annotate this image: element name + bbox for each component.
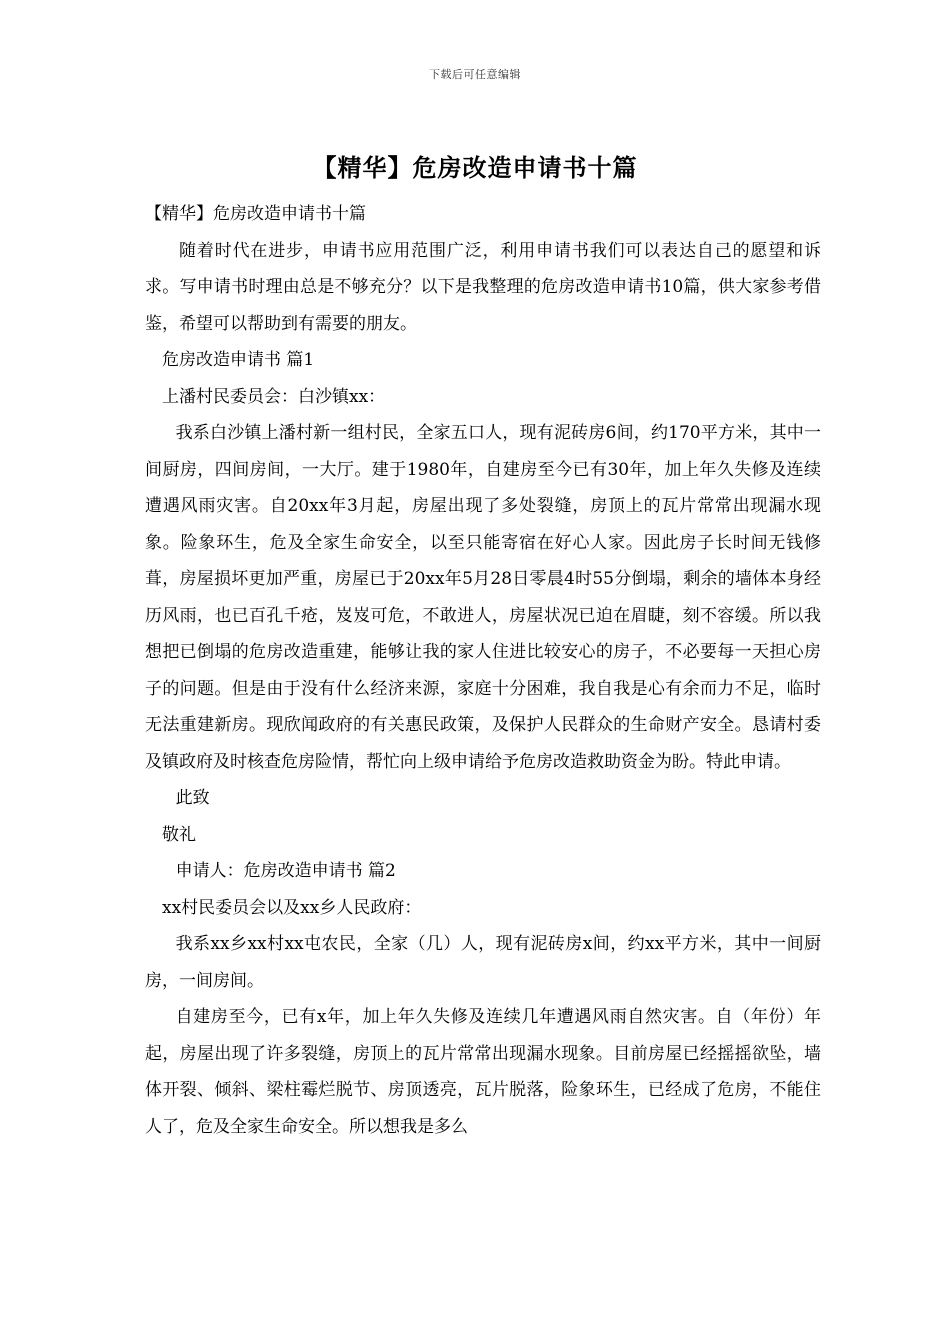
recipient-line-2: xx村民委员会以及xx乡人民政府： xyxy=(162,897,422,918)
body-paragraph-2: 我系xx乡xx村xx屯农民，全家（几）人，现有泥砖房x间，约xx平方米，其中一间厨房，一间房间。 xyxy=(145,934,821,991)
intro-paragraph: 随着时代在进步，申请书应用范围广泛，利用申请书我们可以表达自己的愿望和诉求。写申请书时理由总是不够充分？以下是我整理的危房改造申请书10篇，供大家参考借鉴，希望可以帮助到有需要的朋友。 xyxy=(145,240,821,334)
recipient-line-1: 上潘村民委员会：白沙镇xx： xyxy=(162,386,386,407)
document-title: 【精华】危房改造申请书十篇 xyxy=(312,153,638,182)
closing-jingli: 敬礼 xyxy=(162,824,196,845)
body-paragraph-3: 自建房至今，已有x年，加上年久失修及连续几年遭遇风雨自然灾害。自（年份）年起，房屋出现了许多裂缝，房顶上的瓦片常常出现漏水现象。目前房屋已经摇摇欲坠，墙体开裂、倾斜、梁柱霉烂脱节、房顶透亮，瓦片脱落，险象环生，已经成了危房，不能住人了，危及全家生命安全。所以想我是多么 xyxy=(145,1007,821,1137)
intro-heading: 【精华】危房改造申请书十篇 xyxy=(145,204,366,224)
section-heading-1: 危房改造申请书 篇1 xyxy=(162,350,315,370)
applicant-and-section-heading-2: 申请人：危房改造申请书 篇2 xyxy=(175,861,396,881)
document-body xyxy=(145,196,821,1145)
closing-cizhi: 此致 xyxy=(175,788,210,808)
body-paragraph-1: 我系白沙镇上潘村新一组村民，全家五口人，现有泥砖房6间，约170平方米，其中一间厨房，四间房间，一大厅。建于1980年，自建房至今已有30年，加上年久失修及连续遭遇风雨灾害。自20xx年3月起，房屋出现了多处裂缝，房顶上的瓦片常常出现漏水现象。险象环生，危及全家生命安全，以至只能寄宿在好心人家。因此房子长时间无钱修葺，房屋损坏更加严重，房屋已于20xx年5月28日零晨4时55分倒塌，剩余的墙体本身经历风雨，也已百孔千疮，岌岌可危，不敢进人，房屋状况已迫在眉睫，刻不容缓。所以我想把已倒塌的危房改造重建，能够让我的家人住进比较安心的房子，不必要每一天担心房子的问题。但是由于没有什么经济来源，家庭十分困难，我自我是心有余而力不足，临时无法重建新房。现欣闻政府的有关惠民政策，及保护人民群众的生命财产安全。恳请村委及镇政府及时核查危房险情，帮忙向上级申请给予危房改造救助资金为盼。特此申请。 xyxy=(145,423,821,772)
header-note: 下载后可任意编辑 xyxy=(429,68,521,81)
